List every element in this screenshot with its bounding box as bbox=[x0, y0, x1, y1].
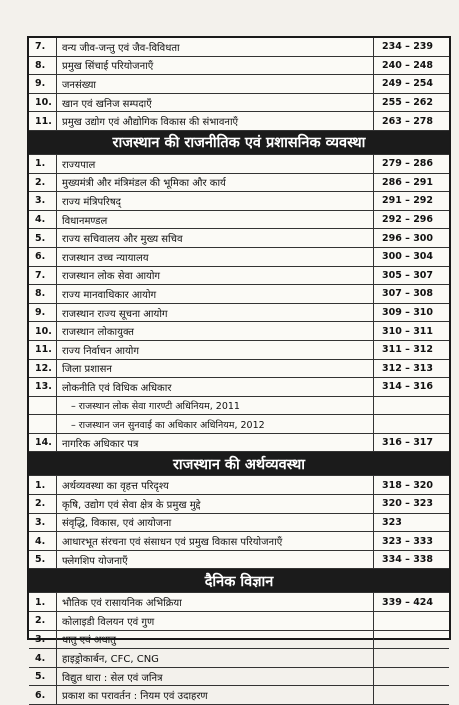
entry-title: हाइड्रोकार्बन, CFC, CNG bbox=[62, 654, 159, 666]
entry-row bbox=[29, 155, 449, 174]
entry-pages: 309 – 310 bbox=[373, 304, 449, 322]
entry-title: राज्य मंत्रिपरिषद् bbox=[62, 196, 121, 208]
entry-number: 7. bbox=[29, 267, 57, 285]
entry-title: प्रमुख उद्योग एवं औद्योगिक विकास की संभावनाएँ bbox=[62, 117, 239, 129]
entry-pages bbox=[373, 415, 449, 433]
entry-row bbox=[29, 229, 449, 248]
entry-number: 11. bbox=[29, 341, 57, 359]
entry-pages: 263 – 278 bbox=[373, 112, 449, 130]
entry-number: 10. bbox=[29, 94, 57, 112]
entry-pages: 279 – 286 bbox=[373, 155, 449, 173]
entry-title: राजस्थान लोकायुक्त bbox=[62, 327, 134, 339]
entry-title: वन्य जीव-जन्तु एवं जैव-विविधता bbox=[62, 42, 180, 54]
entry-pages: 234 – 239 bbox=[373, 38, 449, 56]
entry-number: 1. bbox=[29, 476, 57, 494]
entry-row bbox=[29, 378, 449, 397]
entry-pages: 249 – 254 bbox=[373, 75, 449, 93]
entry-pages bbox=[373, 668, 449, 686]
sub-entry-row bbox=[29, 397, 449, 416]
entry-title: खान एवं खनिज सम्पदाएँ bbox=[62, 98, 152, 110]
entry-row bbox=[29, 304, 449, 323]
entry-pages: 240 – 248 bbox=[373, 57, 449, 75]
entry-title: विद्युत धारा : सेल एवं जनित्र bbox=[62, 672, 163, 684]
entry-row bbox=[29, 532, 449, 551]
entry-number: 4. bbox=[29, 532, 57, 550]
entry-row bbox=[29, 668, 449, 687]
entry-pages: 323 – 333 bbox=[373, 532, 449, 550]
entry-row bbox=[29, 174, 449, 193]
entry-pages: 292 – 296 bbox=[373, 211, 449, 229]
entry-number: 6. bbox=[29, 686, 57, 704]
entry-title: – राजस्थान लोक सेवा गारण्टी अधिनियम, 2011 bbox=[71, 400, 240, 412]
entry-row bbox=[29, 38, 449, 57]
entry-pages: 316 – 317 bbox=[373, 434, 449, 452]
entry-number: 8. bbox=[29, 57, 57, 75]
entry-title: विधानमण्डल bbox=[62, 215, 108, 227]
entry-row bbox=[29, 434, 449, 453]
entry-number: 9. bbox=[29, 304, 57, 322]
entry-pages bbox=[373, 649, 449, 667]
entry-number: 1. bbox=[29, 155, 57, 173]
section-heading: राजस्थान की अर्थव्यवस्था bbox=[29, 452, 449, 476]
entry-number: 13. bbox=[29, 378, 57, 396]
entry-row bbox=[29, 75, 449, 94]
entry-number: 2. bbox=[29, 495, 57, 513]
entry-pages: 310 – 311 bbox=[373, 322, 449, 340]
section-heading: दैनिक विज्ञान bbox=[29, 569, 449, 593]
entry-title: प्रमुख सिंचाई परियोजनाएँ bbox=[62, 61, 154, 73]
entry-row bbox=[29, 341, 449, 360]
entry-number: 2. bbox=[29, 612, 57, 630]
entry-row bbox=[29, 495, 449, 514]
entry-title: राज्य मानवाधिकार आयोग bbox=[62, 289, 157, 301]
entry-number: 4. bbox=[29, 211, 57, 229]
entry-number: 1. bbox=[29, 593, 57, 611]
entry-title: राज्य निर्वाचन आयोग bbox=[62, 345, 139, 357]
entry-title: फ्लेगशिप योजनाएँ bbox=[62, 555, 128, 567]
entry-title: राजस्थान लोक सेवा आयोग bbox=[62, 271, 161, 283]
entry-row bbox=[29, 551, 449, 570]
entry-pages: 311 – 312 bbox=[373, 341, 449, 359]
entry-pages bbox=[373, 631, 449, 649]
entry-row bbox=[29, 248, 449, 267]
entry-number bbox=[29, 415, 57, 433]
entry-title: जिला प्रशासन bbox=[62, 364, 112, 376]
entry-row bbox=[29, 476, 449, 495]
entry-title: नागरिक अधिकार पत्र bbox=[62, 438, 139, 450]
entry-title: संवृद्धि, विकास, एवं आयोजना bbox=[62, 518, 172, 530]
entry-pages: 286 – 291 bbox=[373, 174, 449, 192]
entry-pages: 314 – 316 bbox=[373, 378, 449, 396]
entry-pages: 334 – 338 bbox=[373, 551, 449, 569]
entry-pages: 323 bbox=[373, 514, 449, 532]
entry-title: भौतिक एवं रासायनिक अभिक्रिया bbox=[62, 598, 182, 610]
entry-number: 3. bbox=[29, 631, 57, 649]
entry-pages bbox=[373, 397, 449, 415]
entry-pages: 320 – 323 bbox=[373, 495, 449, 513]
entry-row bbox=[29, 112, 449, 131]
entry-row bbox=[29, 285, 449, 304]
entry-title: प्रकाश का परावर्तन : नियम एवं उदाहरण bbox=[62, 691, 208, 703]
section-heading: राजस्थान की राजनीतिक एवं प्रशासनिक व्यवस्था bbox=[29, 131, 449, 155]
entry-row bbox=[29, 57, 449, 76]
entry-pages: 318 – 320 bbox=[373, 476, 449, 494]
entry-number: 12. bbox=[29, 360, 57, 378]
entry-row bbox=[29, 211, 449, 230]
entry-number: 3. bbox=[29, 192, 57, 210]
entry-number: 11. bbox=[29, 112, 57, 130]
entry-title: मुख्यमंत्री और मंत्रिमंडल की भूमिका और कार्य bbox=[62, 178, 226, 190]
entry-pages: 305 – 307 bbox=[373, 267, 449, 285]
entry-row bbox=[29, 514, 449, 533]
entry-title: आधारभूत संरचना एवं संसाधन एवं प्रमुख विकास परियोजनाएँ bbox=[62, 537, 283, 549]
entry-pages: 291 – 292 bbox=[373, 192, 449, 210]
entry-number: 8. bbox=[29, 285, 57, 303]
entry-title: राज्य सचिवालय और मुख्य सचिव bbox=[62, 234, 183, 246]
entry-row bbox=[29, 94, 449, 113]
entry-row bbox=[29, 360, 449, 379]
entry-number: 5. bbox=[29, 229, 57, 247]
entry-title: राजस्थान उच्च न्यायालय bbox=[62, 252, 149, 264]
entry-number: 2. bbox=[29, 174, 57, 192]
entry-pages bbox=[373, 612, 449, 630]
entry-pages: 300 – 304 bbox=[373, 248, 449, 266]
entry-row bbox=[29, 267, 449, 286]
entry-title: धातु एवं अधातु bbox=[62, 635, 116, 647]
entry-row bbox=[29, 192, 449, 211]
entry-number: 5. bbox=[29, 551, 57, 569]
entry-row bbox=[29, 649, 449, 668]
sub-entry-row bbox=[29, 415, 449, 434]
entry-pages: 255 – 262 bbox=[373, 94, 449, 112]
entry-row bbox=[29, 686, 449, 705]
entry-number: 7. bbox=[29, 38, 57, 56]
entry-title: राज्यपाल bbox=[62, 159, 96, 171]
entry-number: 6. bbox=[29, 248, 57, 266]
entry-row bbox=[29, 322, 449, 341]
entry-title: अर्थव्यवस्था का वृहत्त परिदृश्य bbox=[62, 481, 169, 493]
entry-number: 14. bbox=[29, 434, 57, 452]
entry-title: कोलाइडी विलयन एवं गुण bbox=[62, 616, 155, 628]
entry-pages: 307 – 308 bbox=[373, 285, 449, 303]
entry-pages: 296 – 300 bbox=[373, 229, 449, 247]
entry-number: 3. bbox=[29, 514, 57, 532]
entry-number bbox=[29, 397, 57, 415]
entry-row bbox=[29, 612, 449, 631]
entry-title: – राजस्थान जन सुनवाई का अधिकार अधिनियम, 2012 bbox=[71, 419, 265, 431]
entry-number: 10. bbox=[29, 322, 57, 340]
entry-title: कृषि, उद्योग एवं सेवा क्षेत्र के प्रमुख मुद्दे bbox=[62, 499, 201, 511]
entry-number: 4. bbox=[29, 649, 57, 667]
entry-title: लोकनीति एवं विधिक अधिकार bbox=[62, 382, 172, 394]
entry-title: जनसंख्या bbox=[62, 79, 96, 91]
entry-pages bbox=[373, 686, 449, 704]
entry-number: 9. bbox=[29, 75, 57, 93]
entry-row bbox=[29, 593, 449, 612]
entry-number: 5. bbox=[29, 668, 57, 686]
entry-pages: 312 – 313 bbox=[373, 360, 449, 378]
contents-table bbox=[27, 36, 451, 703]
entry-title: राजस्थान राज्य सूचना आयोग bbox=[62, 308, 168, 320]
entry-pages: 339 – 424 bbox=[373, 593, 449, 611]
